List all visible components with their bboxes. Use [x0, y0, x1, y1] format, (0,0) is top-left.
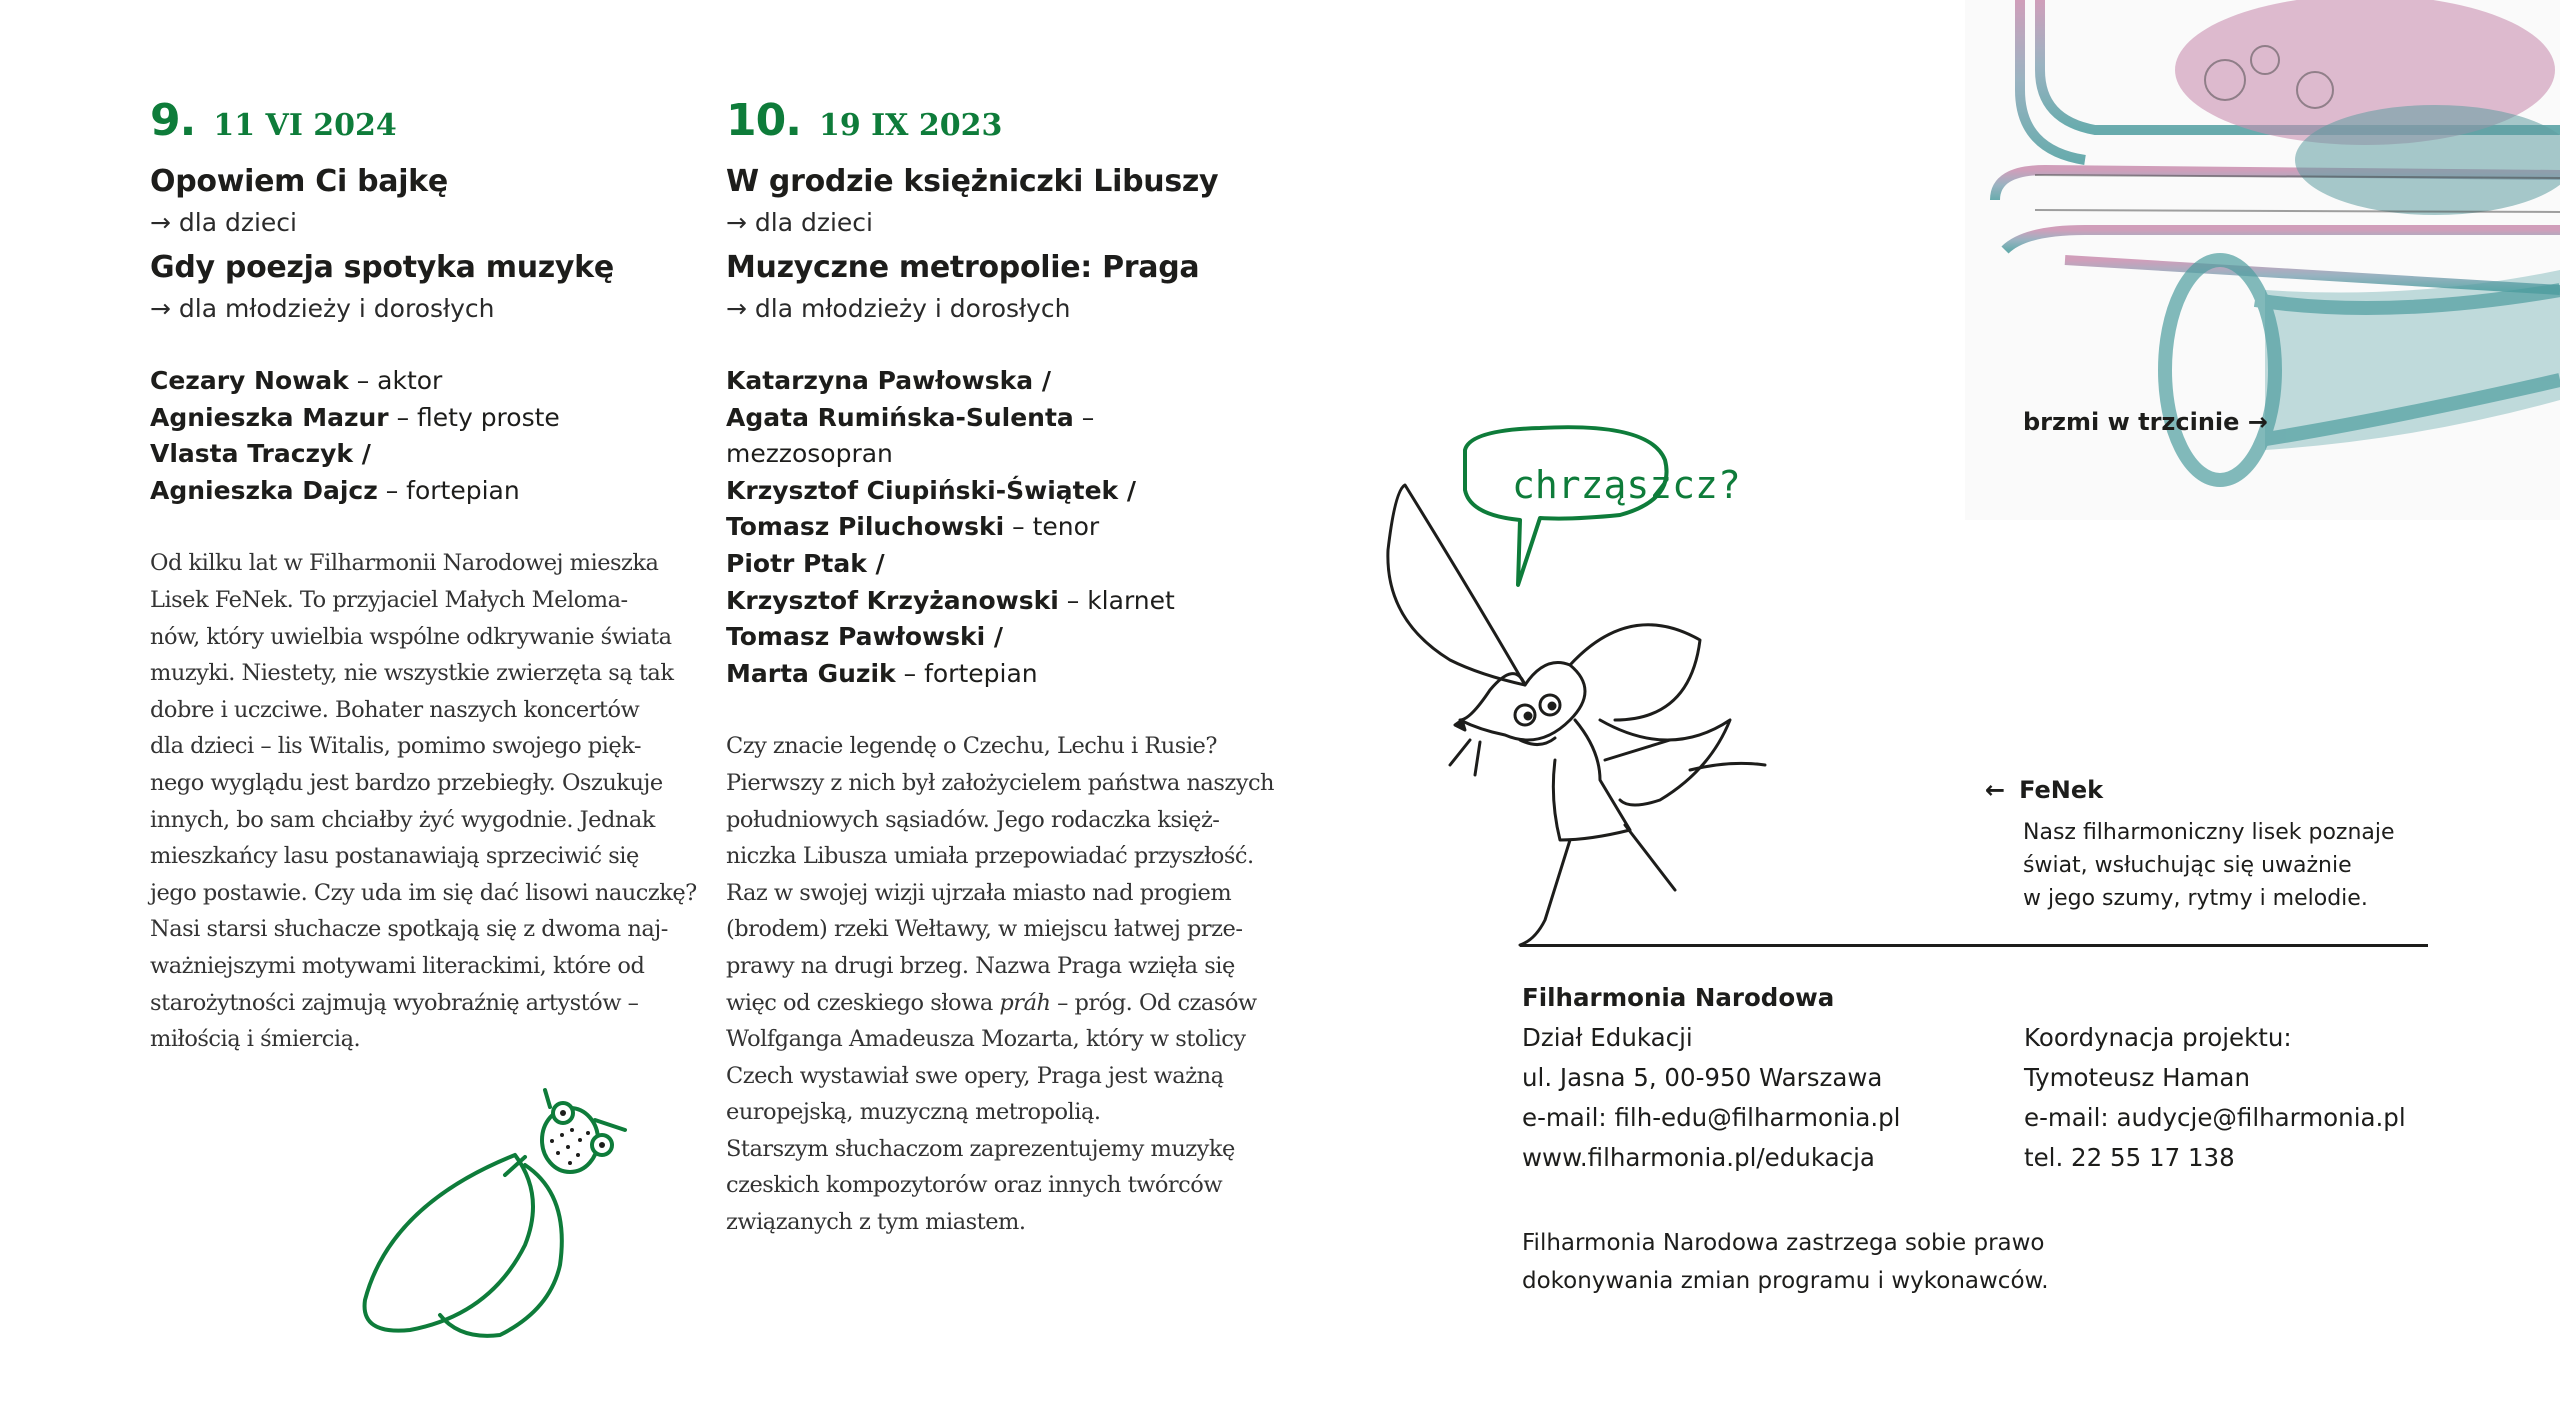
- description-line: muzyki. Niestety, nie wszystkie zwierzęta są tak: [150, 660, 674, 687]
- description-line: starożytności zajmują wyobraźnię artystów –: [150, 989, 639, 1016]
- performers-list: [150, 363, 680, 509]
- coordinator-name: Tymoteusz Haman: [2024, 1063, 2250, 1092]
- disclaimer: Filharmonia Narodowa zastrzega sobie prawo dokonywania zmian programu i wykonawców.: [1522, 1230, 2049, 1294]
- performer: Piotr Ptak /: [726, 548, 885, 578]
- title-children: Opowiem Ci bajkę: [150, 164, 448, 199]
- description-line: jego postawie. Czy uda im się dać lisowi nauczkę?: [150, 879, 697, 906]
- performer: Agnieszka Dajcz – fortepian: [150, 475, 520, 505]
- description-line: nów, który uwielbia wspólne odkrywanie świata: [150, 623, 672, 650]
- audience-children: → dla dzieci: [726, 208, 873, 237]
- performer: Katarzyna Pawłowska /: [726, 366, 1051, 395]
- arrow-left-icon: ←: [1985, 776, 2006, 804]
- description-line: Czech wystawiał swe opery, Praga jest ważną: [726, 1062, 1224, 1089]
- coordination-email[interactable]: e-mail: audycje@filharmonia.pl: [2024, 1103, 2406, 1132]
- concert-header: [150, 95, 680, 157]
- coordination-label: Koordynacja projektu:: [2024, 1023, 2292, 1052]
- website-link[interactable]: www.filharmonia.pl/edukacja: [1522, 1143, 1875, 1172]
- description-line: niczka Libusza umiała przepowiadać przyszłość.: [726, 843, 1254, 870]
- address: ul. Jasna 5, 00-950 Warszawa: [1522, 1063, 1883, 1092]
- concert-header: [726, 95, 1266, 157]
- performer: Cezary Nowak – aktor: [150, 366, 443, 395]
- title-adults: Gdy poezja spotyka muzykę: [150, 250, 614, 285]
- description-line: Czy znacie legendę o Czechu, Lechu i Rusie?: [726, 733, 1217, 760]
- fenek-description: Nasz filharmoniczny lisek poznaje świat, wsłuchując się uważnie w jego szumy, rytmy i melodie.: [2023, 820, 2395, 911]
- description-line: dobre i uczciwe. Bohater naszych koncertów: [150, 696, 640, 723]
- performer: Marta Guzik – fortepian: [726, 658, 1038, 688]
- performer: Vlasta Traczyk /: [150, 439, 371, 469]
- coordination-phone: tel. 22 55 17 138: [2024, 1143, 2235, 1172]
- contact-block: [1522, 978, 1900, 1178]
- contact-email[interactable]: e-mail: filh-edu@filharmonia.pl: [1522, 1103, 1901, 1132]
- description-line: Od kilku lat w Filharmonii Narodowej mieszka: [150, 550, 659, 577]
- concert-date: 19 IX 2023: [818, 108, 1003, 143]
- fenek-caption: [1985, 776, 2425, 915]
- description-line: miłością i śmiercią.: [150, 1026, 361, 1053]
- concert-9: [150, 95, 697, 1058]
- title-adults: Muzyczne metropolie: Praga: [726, 250, 1200, 285]
- description-line: innych, bo sam chciałby żyć wygodnie. Jednak: [150, 806, 655, 833]
- description-line: dla dzieci – lis Witalis, pomimo swojego pięk-: [150, 733, 642, 760]
- description-line: nego wyglądu jest bardzo przebiegły. Oszukuje: [150, 769, 663, 796]
- performer: Krzysztof Ciupiński-Świątek /: [726, 475, 1137, 505]
- description-line: Wolfganga Amadeusza Mozarta, który w stolicy: [726, 1026, 1246, 1053]
- description-line: Pierwszy z nich był założycielem państwa naszych: [726, 769, 1275, 796]
- title-children: W grodzie księżniczki Libuszy: [726, 164, 1219, 199]
- audience-children: → dla dzieci: [150, 208, 297, 237]
- performer: Tomasz Pawłowski /: [726, 622, 1004, 652]
- description-line: ważniejszymi motywami literackimi, które od: [150, 952, 645, 979]
- performers-list: [726, 363, 1266, 692]
- brass-instrument-illustration: [1965, 0, 2560, 520]
- fenek-fox-illustration: [1370, 420, 1810, 950]
- description: [726, 728, 1275, 1240]
- concert-10: [726, 95, 1275, 1241]
- description-line: Lisek FeNek. To przyjaciel Małych Meloma-: [150, 586, 628, 613]
- description-line: Nasi starsi słuchacze spotkają się z dwoma naj-: [150, 916, 668, 943]
- description-line: Raz w swojej wizji ujrzała miasto nad progiem: [726, 879, 1232, 906]
- concert-date: 11 VI 2024: [213, 108, 397, 143]
- description-line: prawy na drugi brzeg. Nazwa Praga wzięła się: [726, 952, 1235, 979]
- fenek-heading: ← FeNek: [1985, 776, 2104, 804]
- concert-number: 9.: [150, 95, 196, 146]
- brzmi-w-trzcinie-link[interactable]: brzmi w trzcinie →: [2023, 408, 2268, 436]
- description-line: więc od czeskiego słowa práh – próg. Od czasów: [726, 989, 1257, 1016]
- organization-name: Filharmonia Narodowa: [1522, 983, 1835, 1012]
- description-line: mieszkańcy lasu postanawiają sprzeciwić się: [150, 843, 639, 870]
- department: Dział Edukacji: [1522, 1023, 1693, 1052]
- performer: Agnieszka Mazur – flety proste: [150, 402, 560, 432]
- speech-bubble-text: chrząszcz?: [1512, 463, 1741, 507]
- description-line: Starszym słuchaczom zaprezentujemy muzykę: [726, 1135, 1235, 1162]
- audience-adults: → dla młodzieży i dorosłych: [726, 294, 1071, 323]
- beetle-illustration: [350, 1085, 650, 1345]
- description-line: czeskich kompozytorów oraz innych twórców: [726, 1172, 1223, 1199]
- description-line: południowych sąsiadów. Jego rodaczka księż-: [726, 806, 1220, 833]
- divider: [1520, 944, 2428, 947]
- audience-adults: → dla młodzieży i dorosłych: [150, 294, 495, 323]
- performer: Krzysztof Krzyżanowski – klarnet: [726, 585, 1175, 615]
- concert-number: 10.: [726, 95, 801, 146]
- performer: Tomasz Piluchowski – tenor: [726, 512, 1100, 542]
- performer: Agata Rumińska-Sulenta – mezzosopran: [726, 402, 1095, 469]
- description-line: związanych z tym miastem.: [726, 1209, 1026, 1236]
- description: [150, 545, 697, 1057]
- description-line: (brodem) rzeki Wełtawy, w miejscu łatwej prze-: [726, 916, 1243, 943]
- description-line: europejską, muzyczną metropolią.: [726, 1099, 1101, 1126]
- coordination-block: [2024, 1018, 2406, 1178]
